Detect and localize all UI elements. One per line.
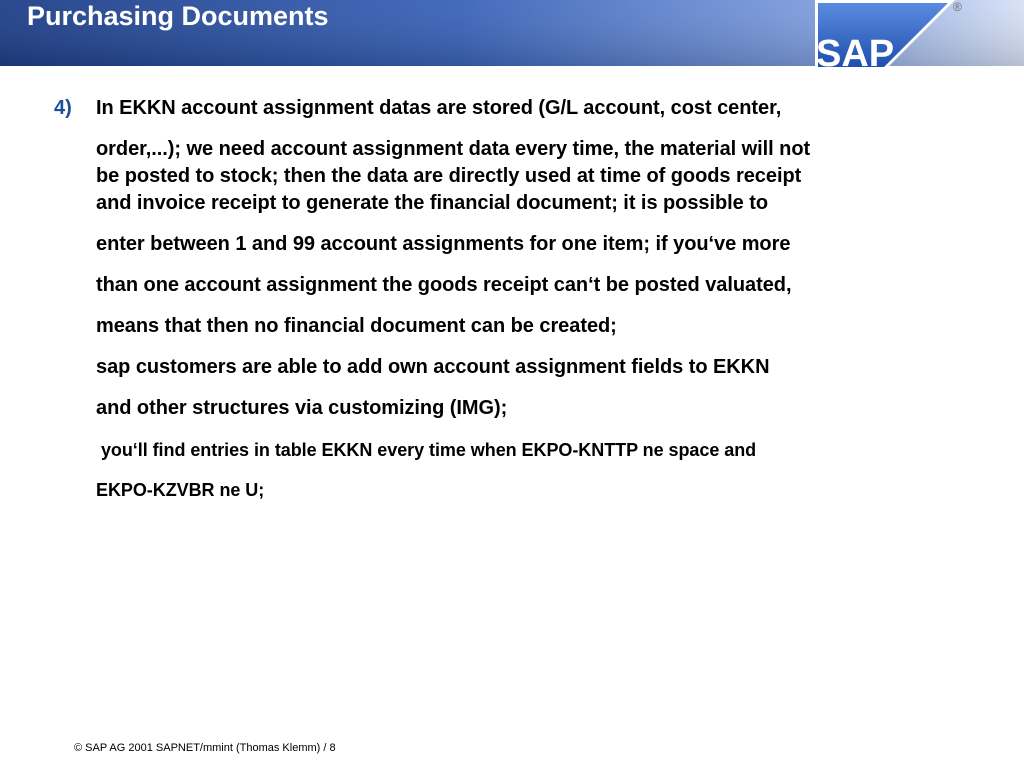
body-line-8: sap customers are able to add own account assignment fields to EKKN [96,356,770,378]
body-line-2: order,...); we need account assignment data every time, the material will not [96,138,811,160]
registered-mark: ® [953,0,962,14]
body-line-10: you‘ll find entries in table EKKN every time when EKPO-KNTTP ne space and [96,440,757,460]
body-line-7: means that then no financial document can be created; [96,315,617,337]
body-line-6: than one account assignment the goods receipt can‘t be posted valuated, [96,274,792,296]
body-line-1: In EKKN account assignment datas are stored (G/L account, cost center, [96,97,782,119]
body-line-4: and invoice receipt to generate the financial document; it is possible to [96,192,769,214]
body-line-3: be posted to stock; then the data are directly used at time of goods receipt [96,165,802,187]
body-line-9: and other structures via customizing (IMG); [96,397,508,419]
body-line-11: EKPO-KZVBR ne U; [96,480,265,500]
list-number: 4) [54,97,72,119]
body-line-5: enter between 1 and 99 account assignments for one item; if you‘ve more [96,233,791,255]
sap-logo-text: SAP [816,33,895,75]
slide-title: Purchasing Documents [27,1,329,31]
footer-copyright: © SAP AG 2001 SAPNET/mmint (Thomas Klemm) / 8 [74,742,336,754]
